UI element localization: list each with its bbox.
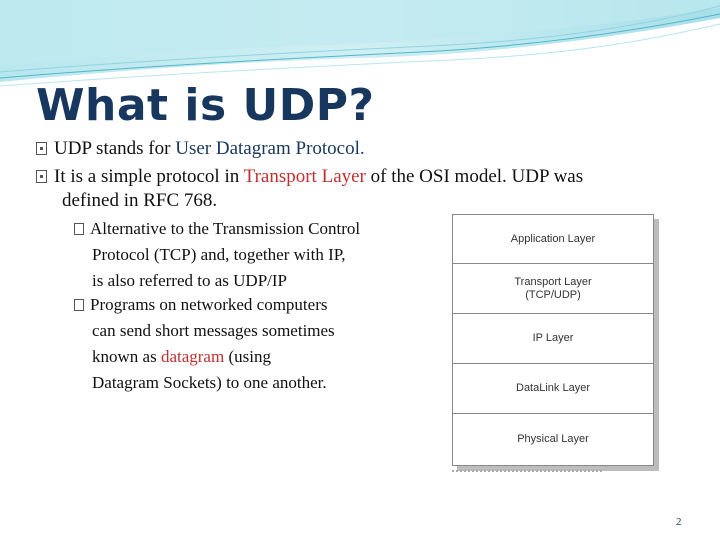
bullet-text-continued: defined in RFC 768.: [62, 190, 218, 211]
bullet-text: UDP stands for: [54, 138, 176, 159]
bullet-highlight: Transport Layer: [243, 166, 366, 187]
wave-header-decoration: [0, 0, 720, 90]
osi-layer-physical: [453, 414, 653, 464]
sub-bullet-text: Programs on networked computers: [90, 295, 328, 314]
sub-bullet-text: Datagram Sockets) to one another.: [92, 373, 327, 392]
layer-label: IP Layer: [532, 332, 574, 344]
sub-bullet-text: Alternative to the Transmission Control: [90, 219, 361, 238]
sub-bullet-text: Protocol (TCP) and, together with IP,: [92, 245, 346, 264]
sub-bullet-text: can send short messages sometimes: [92, 321, 335, 340]
layer-label: DataLink Layer: [516, 382, 590, 394]
sub-bullet-text: (using: [224, 347, 271, 366]
osi-layer-transport: [453, 264, 653, 314]
bullet-text: of the OSI model. UDP was: [365, 166, 584, 187]
bullet-highlight: User Datagram Protocol.: [175, 138, 365, 159]
bullet-box-icon: [36, 142, 47, 155]
osi-layer-ip: [453, 314, 653, 364]
page-number: 2: [676, 516, 682, 528]
osi-layer-datalink: [453, 364, 653, 414]
layer-sublabel: (TCP/UDP): [525, 288, 581, 301]
osi-layer-application: [453, 215, 653, 264]
layer-label: Application Layer: [510, 232, 596, 245]
sub-bullet-text-line3: [74, 344, 424, 370]
bullet-box-icon: [36, 170, 47, 183]
figure-caption-decoration: [452, 470, 602, 476]
bullet-box-icon: [74, 299, 84, 311]
bullet-box-icon: [74, 223, 84, 235]
bullet-transport-layer: [36, 165, 686, 213]
sub-bullet-highlight: datagram: [160, 347, 225, 366]
bullet-text: It is a simple protocol in: [54, 166, 244, 187]
bullet-udp-definition: [36, 137, 365, 161]
sub-bullet-text: known as: [92, 347, 161, 366]
osi-layer-diagram: [452, 214, 654, 466]
slide-title: What is UDP?: [36, 80, 375, 131]
layer-label: Physical Layer: [517, 432, 589, 445]
sub-bullet-alternative: [74, 216, 424, 294]
layer-label: Transport Layer: [514, 275, 592, 288]
sub-bullet-text: is also referred to as UDP/IP: [92, 271, 287, 290]
sub-bullet-programs: [74, 292, 424, 396]
